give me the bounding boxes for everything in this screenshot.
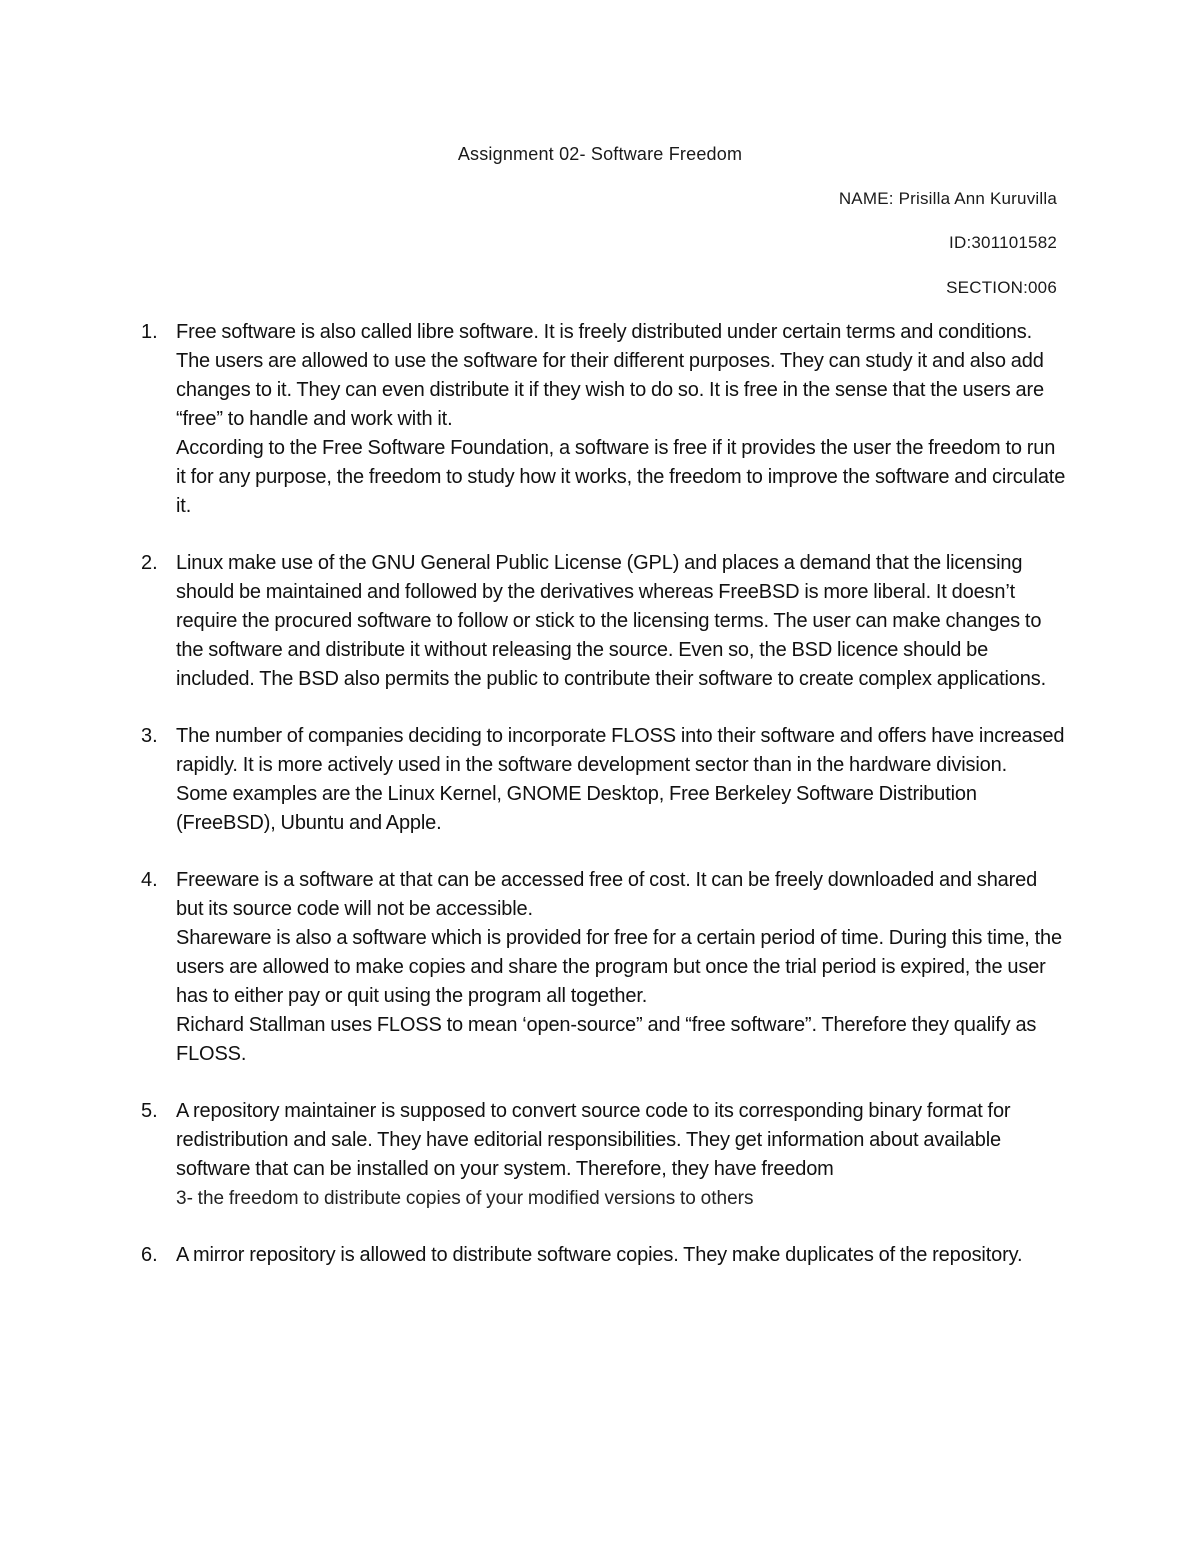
answer-body <box>176 1241 1066 1270</box>
answer-item <box>0 866 1200 1069</box>
answer-paragraph: A mirror repository is allowed to distribute software copies. They make duplicates of the repository. <box>176 1244 1023 1266</box>
answer-number: 1. <box>141 321 158 343</box>
answer-body <box>176 1097 1066 1213</box>
answer-number: 2. <box>141 552 158 574</box>
answer-paragraph: Some examples are the Linux Kernel, GNOME Desktop, Free Berkeley Software Distribution (FreeBSD), Ubuntu and Apple. <box>176 783 977 834</box>
answer-paragraph: Freeware is a software at that can be accessed free of cost. It can be freely downloaded and shared but its source code will not be accessible. <box>176 869 1038 920</box>
answer-body <box>176 722 1066 838</box>
section-number: SECTION:006 <box>946 278 1057 297</box>
answer-item <box>0 1097 1200 1213</box>
answer-paragraph: 3- the freedom to distribute copies of your modified versions to others <box>176 1188 754 1209</box>
answer-list <box>0 318 1200 1298</box>
student-id: ID:301101582 <box>949 233 1057 252</box>
answer-paragraph: Shareware is also a software which is provided for free for a certain period of time. During this time, the users are allowed to make copies and share the program but once the trial period is expired, the user has to either pay or quit using the program all together. <box>176 927 1062 1007</box>
answer-item <box>0 549 1200 694</box>
answer-paragraph: According to the Free Software Foundation, a software is free if it provides the user the freedom to run it for any purpose, the freedom to study how it works, the freedom to improve the software and circulate it. <box>176 437 1066 517</box>
answer-item <box>0 1241 1200 1270</box>
answer-number: 3. <box>141 725 158 747</box>
answer-paragraph: A repository maintainer is supposed to convert source code to its corresponding binary format for redistribution and sale. They have editorial responsibilities. They get information about available software that can be installed on your system. Therefore, they have freedom <box>176 1100 1011 1180</box>
answer-body <box>176 318 1066 521</box>
answer-paragraph: Richard Stallman uses FLOSS to mean ‘open-source” and “free software”. Therefore they qualify as FLOSS. <box>176 1014 1037 1065</box>
answer-item <box>0 318 1200 521</box>
answer-body <box>176 866 1066 1069</box>
answer-item <box>0 722 1200 838</box>
answer-body <box>176 549 1066 694</box>
answer-paragraph: Linux make use of the GNU General Public License (GPL) and places a demand that the licensing should be maintained and followed by the derivatives whereas FreeBSD is more liberal. It doesn’t require the procured software to follow or stick to the licensing terms. The user can make changes to the software and distribute it without releasing the source. Even so, the BSD licence should be included. The BSD also permits the public to contribute their software to create complex applications. <box>176 552 1047 690</box>
answer-paragraph: The number of companies deciding to incorporate FLOSS into their software and offers have increased rapidly. It is more actively used in the software development sector than in the hardware division. <box>176 725 1065 776</box>
document-title: Assignment 02- Software Freedom <box>457 144 743 164</box>
answer-number: 6. <box>141 1244 158 1266</box>
answer-paragraph: Free software is also called libre software. It is freely distributed under certain terms and conditions. The users are allowed to use the software for their different purposes. They can study it and also add changes to it. They can even distribute it if they wish to do so. It is free in the sense that the users are “free” to handle and work with it. <box>176 321 1044 430</box>
answer-number: 5. <box>141 1100 158 1122</box>
answer-number: 4. <box>141 869 158 891</box>
student-name: NAME: Prisilla Ann Kuruvilla <box>838 189 1057 208</box>
